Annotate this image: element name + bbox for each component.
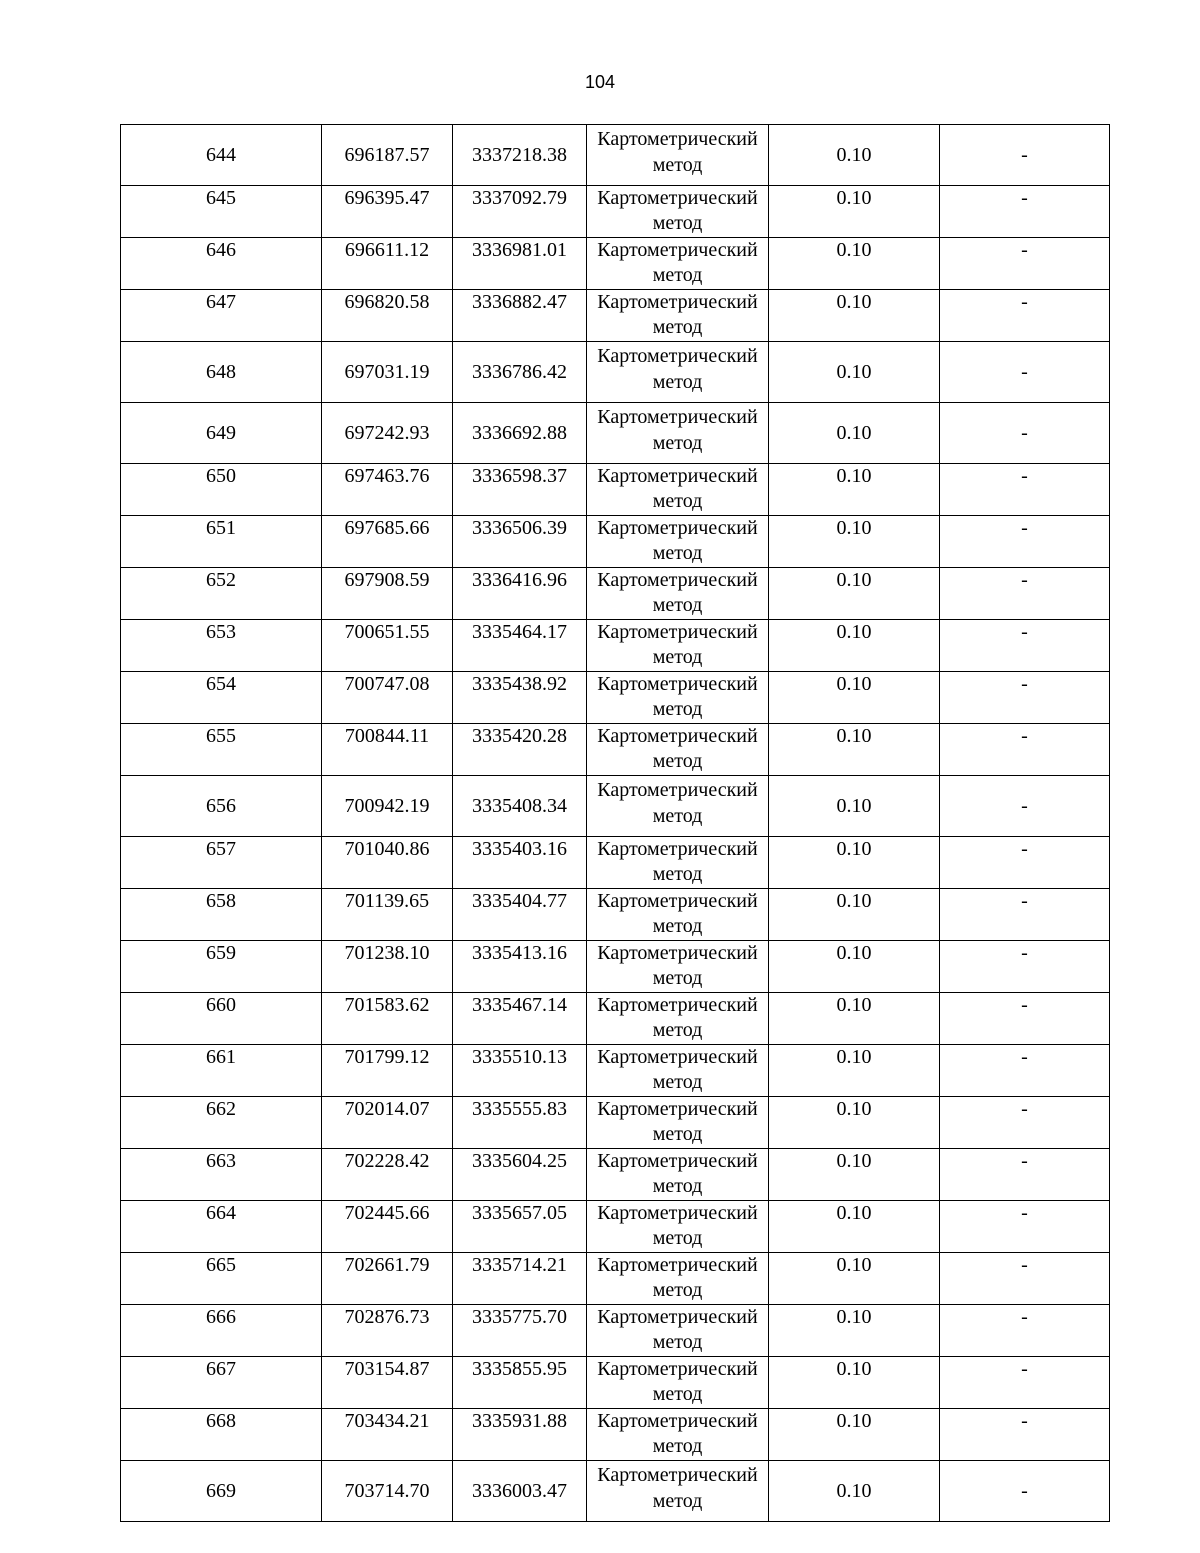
accuracy-cell: 0.10 [769, 1409, 940, 1461]
y-coordinate-cell: 3337092.79 [453, 186, 587, 238]
method-cell: Картометрический метод [587, 290, 769, 342]
method-cell: Картометрический метод [587, 1097, 769, 1149]
y-coordinate-cell: 3335403.16 [453, 837, 587, 889]
accuracy-cell: 0.10 [769, 125, 940, 186]
method-cell: Картометрический метод [587, 238, 769, 290]
table-row [121, 1461, 1110, 1522]
point-number-cell: 647 [121, 290, 322, 342]
table-row [121, 1253, 1110, 1305]
x-coordinate-cell: 697685.66 [322, 516, 453, 568]
accuracy-cell: 0.10 [769, 672, 940, 724]
accuracy-cell: 0.10 [769, 1461, 940, 1522]
point-number-cell: 666 [121, 1305, 322, 1357]
y-coordinate-cell: 3336003.47 [453, 1461, 587, 1522]
method-cell: Картометрический метод [587, 464, 769, 516]
note-cell: - [940, 1305, 1110, 1357]
note-cell: - [940, 125, 1110, 186]
accuracy-cell: 0.10 [769, 1253, 940, 1305]
note-cell: - [940, 993, 1110, 1045]
y-coordinate-cell: 3336786.42 [453, 342, 587, 403]
y-coordinate-cell: 3336882.47 [453, 290, 587, 342]
accuracy-cell: 0.10 [769, 516, 940, 568]
note-cell: - [940, 1253, 1110, 1305]
y-coordinate-cell: 3335464.17 [453, 620, 587, 672]
table-row [121, 1045, 1110, 1097]
method-cell: Картометрический метод [587, 403, 769, 464]
x-coordinate-cell: 702228.42 [322, 1149, 453, 1201]
note-cell: - [940, 1097, 1110, 1149]
point-number-cell: 660 [121, 993, 322, 1045]
method-cell: Картометрический метод [587, 941, 769, 993]
table-row [121, 1201, 1110, 1253]
y-coordinate-cell: 3335510.13 [453, 1045, 587, 1097]
point-number-cell: 669 [121, 1461, 322, 1522]
coordinates-table [120, 124, 1110, 1522]
x-coordinate-cell: 700844.11 [322, 724, 453, 776]
point-number-cell: 657 [121, 837, 322, 889]
y-coordinate-cell: 3335555.83 [453, 1097, 587, 1149]
note-cell: - [940, 889, 1110, 941]
method-cell: Картометрический метод [587, 186, 769, 238]
y-coordinate-cell: 3335467.14 [453, 993, 587, 1045]
method-cell: Картометрический метод [587, 1045, 769, 1097]
table-row [121, 290, 1110, 342]
x-coordinate-cell: 701040.86 [322, 837, 453, 889]
table-row [121, 1409, 1110, 1461]
method-cell: Картометрический метод [587, 1149, 769, 1201]
x-coordinate-cell: 702876.73 [322, 1305, 453, 1357]
point-number-cell: 654 [121, 672, 322, 724]
x-coordinate-cell: 703434.21 [322, 1409, 453, 1461]
x-coordinate-cell: 701139.65 [322, 889, 453, 941]
table-row [121, 403, 1110, 464]
table-row [121, 568, 1110, 620]
y-coordinate-cell: 3336416.96 [453, 568, 587, 620]
point-number-cell: 656 [121, 776, 322, 837]
point-number-cell: 646 [121, 238, 322, 290]
table-row [121, 941, 1110, 993]
method-cell: Картометрический метод [587, 125, 769, 186]
point-number-cell: 644 [121, 125, 322, 186]
table-row [121, 1149, 1110, 1201]
y-coordinate-cell: 3335714.21 [453, 1253, 587, 1305]
method-cell: Картометрический метод [587, 1305, 769, 1357]
point-number-cell: 655 [121, 724, 322, 776]
x-coordinate-cell: 703154.87 [322, 1357, 453, 1409]
method-cell: Картометрический метод [587, 724, 769, 776]
point-number-cell: 661 [121, 1045, 322, 1097]
x-coordinate-cell: 697908.59 [322, 568, 453, 620]
table-row [121, 993, 1110, 1045]
point-number-cell: 665 [121, 1253, 322, 1305]
x-coordinate-cell: 702445.66 [322, 1201, 453, 1253]
note-cell: - [940, 403, 1110, 464]
coordinates-table-body [121, 125, 1110, 1522]
table-row [121, 125, 1110, 186]
y-coordinate-cell: 3335657.05 [453, 1201, 587, 1253]
x-coordinate-cell: 696395.47 [322, 186, 453, 238]
method-cell: Картометрический метод [587, 837, 769, 889]
x-coordinate-cell: 697242.93 [322, 403, 453, 464]
y-coordinate-cell: 3336598.37 [453, 464, 587, 516]
method-cell: Картометрический метод [587, 1357, 769, 1409]
method-cell: Картометрический метод [587, 993, 769, 1045]
accuracy-cell: 0.10 [769, 620, 940, 672]
accuracy-cell: 0.10 [769, 238, 940, 290]
method-cell: Картометрический метод [587, 342, 769, 403]
table-row [121, 889, 1110, 941]
method-cell: Картометрический метод [587, 516, 769, 568]
note-cell: - [940, 342, 1110, 403]
accuracy-cell: 0.10 [769, 1045, 940, 1097]
y-coordinate-cell: 3335604.25 [453, 1149, 587, 1201]
x-coordinate-cell: 702014.07 [322, 1097, 453, 1149]
point-number-cell: 658 [121, 889, 322, 941]
y-coordinate-cell: 3335408.34 [453, 776, 587, 837]
x-coordinate-cell: 696187.57 [322, 125, 453, 186]
x-coordinate-cell: 700942.19 [322, 776, 453, 837]
table-row [121, 837, 1110, 889]
y-coordinate-cell: 3335413.16 [453, 941, 587, 993]
x-coordinate-cell: 700651.55 [322, 620, 453, 672]
y-coordinate-cell: 3336981.01 [453, 238, 587, 290]
point-number-cell: 659 [121, 941, 322, 993]
table-row [121, 186, 1110, 238]
accuracy-cell: 0.10 [769, 1305, 940, 1357]
note-cell: - [940, 1149, 1110, 1201]
method-cell: Картометрический метод [587, 776, 769, 837]
x-coordinate-cell: 703714.70 [322, 1461, 453, 1522]
accuracy-cell: 0.10 [769, 1357, 940, 1409]
x-coordinate-cell: 696820.58 [322, 290, 453, 342]
note-cell: - [940, 568, 1110, 620]
accuracy-cell: 0.10 [769, 724, 940, 776]
table-row [121, 464, 1110, 516]
method-cell: Картометрический метод [587, 1201, 769, 1253]
point-number-cell: 649 [121, 403, 322, 464]
y-coordinate-cell: 3336692.88 [453, 403, 587, 464]
accuracy-cell: 0.10 [769, 1201, 940, 1253]
accuracy-cell: 0.10 [769, 1149, 940, 1201]
x-coordinate-cell: 701799.12 [322, 1045, 453, 1097]
note-cell: - [940, 1409, 1110, 1461]
point-number-cell: 653 [121, 620, 322, 672]
method-cell: Картометрический метод [587, 672, 769, 724]
point-number-cell: 662 [121, 1097, 322, 1149]
page-number: 104 [584, 72, 616, 92]
point-number-cell: 645 [121, 186, 322, 238]
note-cell: - [940, 290, 1110, 342]
table-row [121, 1357, 1110, 1409]
note-cell: - [940, 941, 1110, 993]
point-number-cell: 667 [121, 1357, 322, 1409]
method-cell: Картометрический метод [587, 620, 769, 672]
point-number-cell: 648 [121, 342, 322, 403]
accuracy-cell: 0.10 [769, 186, 940, 238]
table-row [121, 1305, 1110, 1357]
point-number-cell: 664 [121, 1201, 322, 1253]
y-coordinate-cell: 3335775.70 [453, 1305, 587, 1357]
accuracy-cell: 0.10 [769, 568, 940, 620]
point-number-cell: 652 [121, 568, 322, 620]
note-cell: - [940, 672, 1110, 724]
x-coordinate-cell: 697031.19 [322, 342, 453, 403]
y-coordinate-cell: 3337218.38 [453, 125, 587, 186]
accuracy-cell: 0.10 [769, 837, 940, 889]
table-row [121, 238, 1110, 290]
note-cell: - [940, 1357, 1110, 1409]
method-cell: Картометрический метод [587, 889, 769, 941]
note-cell: - [940, 620, 1110, 672]
accuracy-cell: 0.10 [769, 290, 940, 342]
x-coordinate-cell: 696611.12 [322, 238, 453, 290]
x-coordinate-cell: 697463.76 [322, 464, 453, 516]
note-cell: - [940, 1045, 1110, 1097]
table-row [121, 342, 1110, 403]
note-cell: - [940, 1461, 1110, 1522]
accuracy-cell: 0.10 [769, 342, 940, 403]
accuracy-cell: 0.10 [769, 1097, 940, 1149]
method-cell: Картометрический метод [587, 568, 769, 620]
x-coordinate-cell: 700747.08 [322, 672, 453, 724]
y-coordinate-cell: 3335855.95 [453, 1357, 587, 1409]
accuracy-cell: 0.10 [769, 889, 940, 941]
accuracy-cell: 0.10 [769, 941, 940, 993]
x-coordinate-cell: 701583.62 [322, 993, 453, 1045]
note-cell: - [940, 1201, 1110, 1253]
accuracy-cell: 0.10 [769, 403, 940, 464]
y-coordinate-cell: 3335931.88 [453, 1409, 587, 1461]
note-cell: - [940, 238, 1110, 290]
note-cell: - [940, 464, 1110, 516]
note-cell: - [940, 724, 1110, 776]
x-coordinate-cell: 701238.10 [322, 941, 453, 993]
accuracy-cell: 0.10 [769, 464, 940, 516]
method-cell: Картометрический метод [587, 1461, 769, 1522]
point-number-cell: 663 [121, 1149, 322, 1201]
table-row [121, 516, 1110, 568]
accuracy-cell: 0.10 [769, 993, 940, 1045]
table-row [121, 620, 1110, 672]
note-cell: - [940, 516, 1110, 568]
method-cell: Картометрический метод [587, 1409, 769, 1461]
y-coordinate-cell: 3335420.28 [453, 724, 587, 776]
method-cell: Картометрический метод [587, 1253, 769, 1305]
table-row [121, 724, 1110, 776]
point-number-cell: 650 [121, 464, 322, 516]
point-number-cell: 651 [121, 516, 322, 568]
x-coordinate-cell: 702661.79 [322, 1253, 453, 1305]
table-row [121, 672, 1110, 724]
table-row [121, 1097, 1110, 1149]
y-coordinate-cell: 3335404.77 [453, 889, 587, 941]
note-cell: - [940, 776, 1110, 837]
note-cell: - [940, 837, 1110, 889]
y-coordinate-cell: 3335438.92 [453, 672, 587, 724]
accuracy-cell: 0.10 [769, 776, 940, 837]
note-cell: - [940, 186, 1110, 238]
point-number-cell: 668 [121, 1409, 322, 1461]
table-row [121, 776, 1110, 837]
y-coordinate-cell: 3336506.39 [453, 516, 587, 568]
